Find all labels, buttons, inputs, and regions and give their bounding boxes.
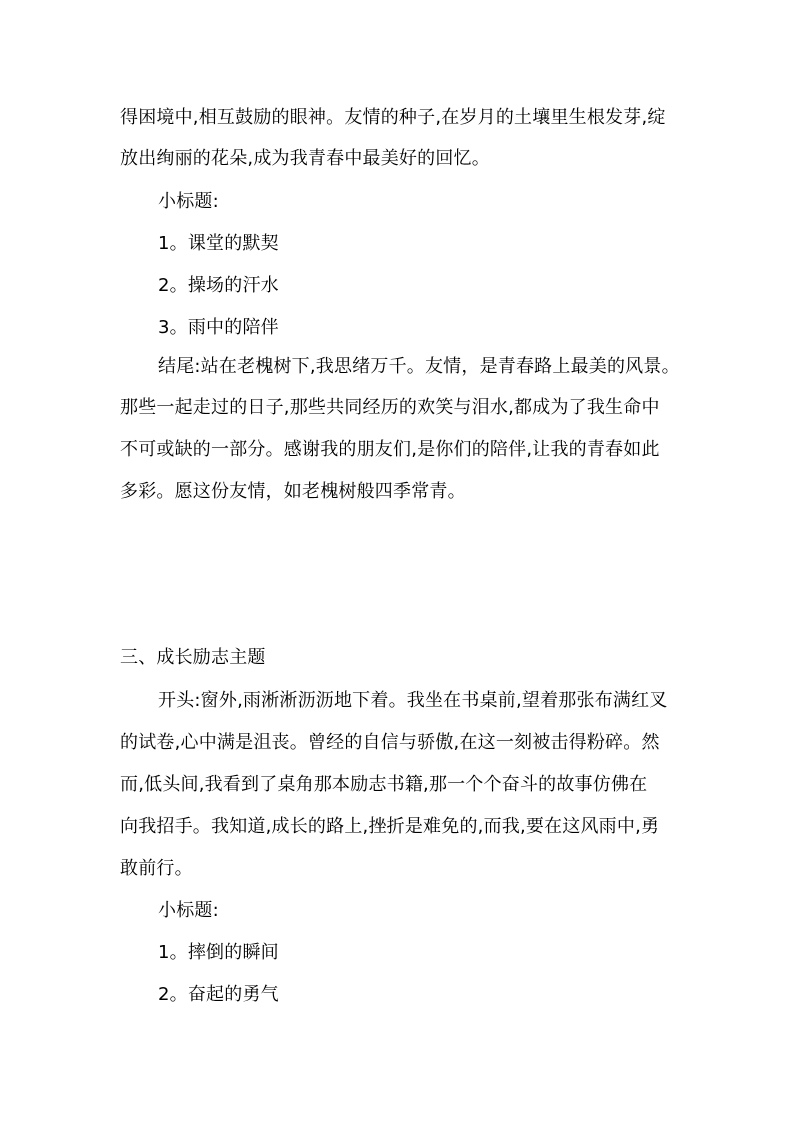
- subtitle-item: 3。雨中的陪伴: [158, 317, 279, 338]
- ending-line: 结尾:站在老槐树下,我思绪万千。友情，是青春路上最美的风景。: [158, 356, 680, 377]
- paragraph-line: 放出绚丽的花朵,成为我青春中最美好的回忆。: [120, 148, 490, 169]
- ending-line: 多彩。愿这份友情，如老槐树般四季常青。: [120, 481, 466, 502]
- opening-line: 向我招手。我知道,成长的路上,挫折是难免的,而我,要在这风雨中,勇: [120, 816, 660, 837]
- subtitle-item: 1。课堂的默契: [158, 233, 279, 254]
- opening-line: 而,低头间,我看到了桌角那本励志书籍,那一个个奋斗的故事仿佛在: [120, 774, 648, 795]
- subtitle-item: 1。摔倒的瞬间: [158, 942, 279, 963]
- paragraph-line: 得困境中,相互鼓励的眼神。友情的种子,在岁月的土壤里生根发芽,绽: [120, 107, 666, 128]
- opening-line: 的试卷,心中满是沮丧。曾经的自信与骄傲,在这一刻被击得粉碎。然: [120, 732, 660, 753]
- opening-line: 敢前行。: [120, 858, 193, 879]
- subtitle-label: 小标题:: [158, 900, 219, 921]
- section-heading: 三、成长励志主题: [120, 647, 266, 668]
- opening-line: 开头:窗外,雨淅淅沥沥地下着。我坐在书桌前,望着那张布满红叉: [158, 690, 668, 711]
- subtitle-item: 2。操场的汗水: [158, 275, 279, 296]
- ending-line: 不可或缺的一部分。感谢我的朋友们,是你们的陪伴,让我的青春如此: [120, 439, 660, 460]
- subtitle-label: 小标题:: [158, 191, 219, 212]
- ending-line: 那些一起走过的日子,那些共同经历的欢笑与泪水,都成为了我生命中: [120, 397, 660, 418]
- subtitle-item: 2。奋起的勇气: [158, 984, 279, 1005]
